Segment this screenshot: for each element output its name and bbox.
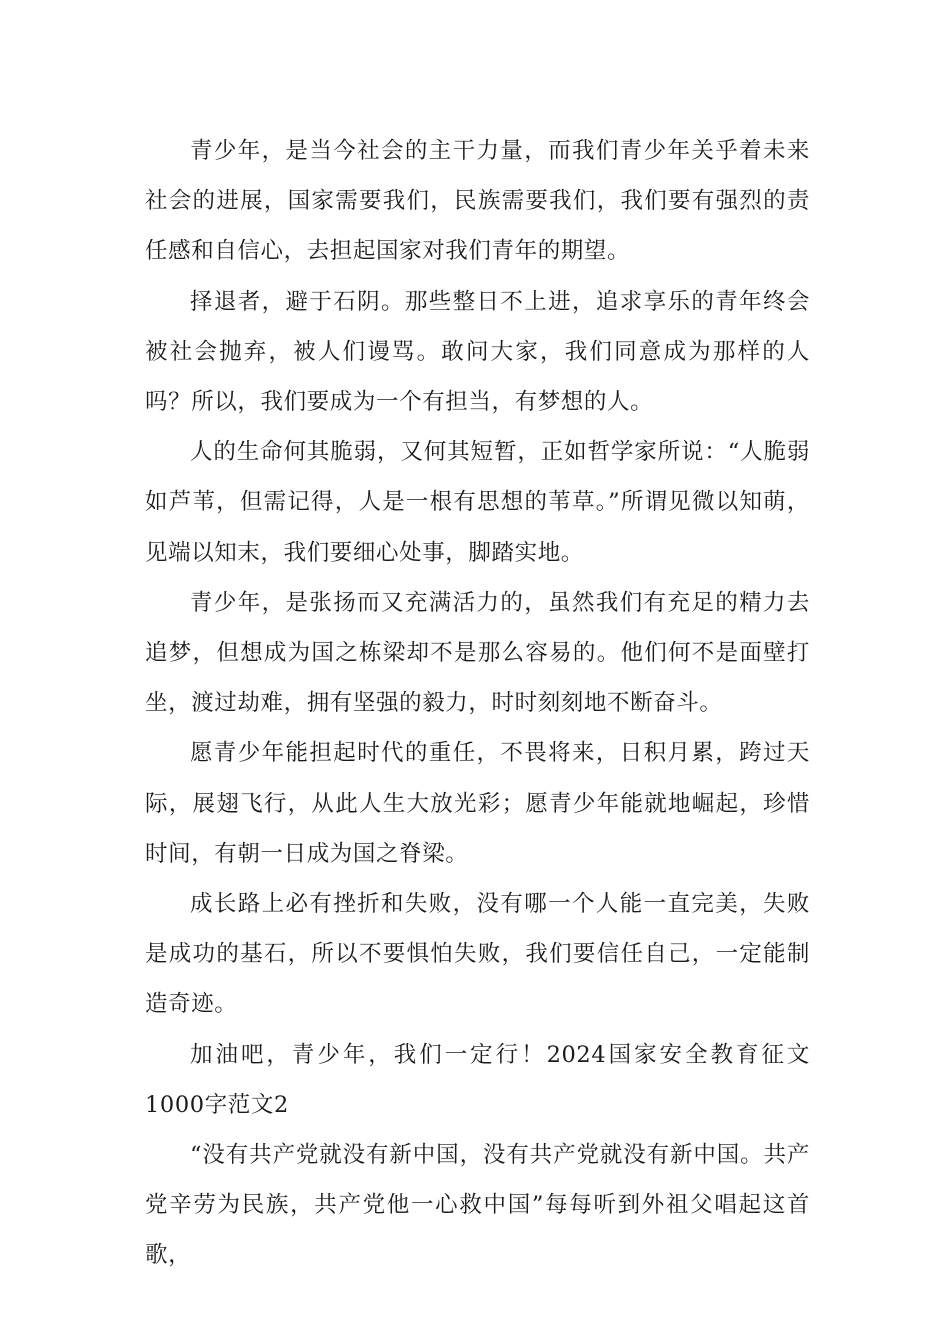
document-body: [145, 126, 810, 1281]
paragraph: “没有共产党就没有新中国，没有共产党就没有新中国。共产党辛劳为民族，共产党他一心救中国”每每听到外祖父唱起这首歌，: [145, 1142, 810, 1269]
paragraph: 择退者，避于石阴。那些整日不上进，追求享乐的青年终会被社会抛弃，被人们谩骂。敢问大家，我们同意成为那样的人吗？所以，我们要成为一个有担当，有梦想的人。: [145, 288, 810, 416]
paragraph: 人的生命何其脆弱，又何其短暂，正如哲学家所说：“人脆弱如芦苇，但需记得，人是一根有思想的苇草。”所谓见微以知萌，见端以知末，我们要细心处事，脚踏实地。: [145, 439, 810, 566]
paragraph: 加油吧，青少年，我们一定行！2024国家安全教育征文1000字范文2: [145, 1041, 810, 1118]
paragraph: 成长路上必有挫折和失败，没有哪一个人能一直完美，失败是成功的基石，所以不要惧怕失败，我们要信任自己，一定能制造奇迹。: [145, 891, 810, 1018]
paragraph: 青少年，是当今社会的主干力量，而我们青少年关乎着未来社会的进展，国家需要我们，民族需要我们，我们要有强烈的责任感和自信心，去担起国家对我们青年的期望。: [145, 138, 810, 265]
paragraph: 愿青少年能担起时代的重任，不畏将来，日积月累，跨过天际，展翅飞行，从此人生大放光彩；愿青少年能就地崛起，珍惜时间，有朝一日成为国之脊梁。: [145, 740, 810, 867]
paragraph: 青少年，是张扬而又充满活力的，虽然我们有充足的精力去追梦，但想成为国之栋梁却不是那么容易的。他们何不是面壁打坐，渡过劫难，拥有坚强的毅力，时时刻刻地不断奋斗。: [145, 589, 810, 717]
